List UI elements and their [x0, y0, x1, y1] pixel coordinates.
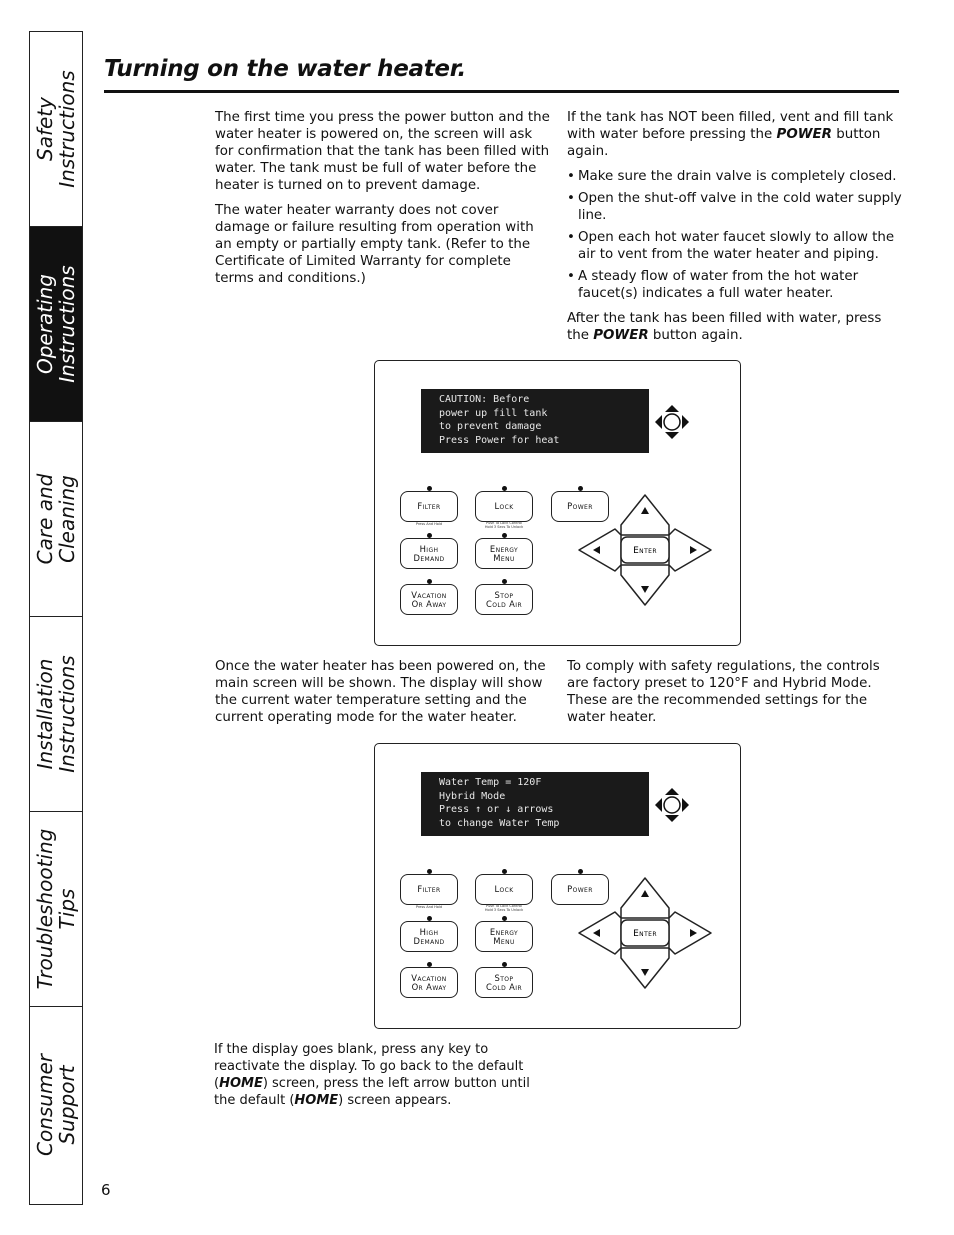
lcd-display	[421, 772, 649, 836]
text-run: After the tank has been filled with water, press the	[567, 311, 882, 343]
control-panel-caution	[374, 360, 741, 646]
key-label: Power	[567, 501, 593, 511]
enter-label: Enter	[633, 929, 657, 939]
lock-hint-line: Push To Lock Control	[486, 904, 522, 908]
lock-hint-line: Hold 3 Secs To Unlock	[484, 908, 524, 912]
tab-label: Operating Instructions	[33, 265, 79, 383]
key-label	[490, 545, 518, 563]
vacation-button[interactable]	[400, 967, 458, 998]
lcd-line: Press Power for heat	[439, 434, 560, 446]
tab-installation-instructions[interactable]	[30, 617, 82, 812]
down-arrow-button	[621, 948, 669, 988]
key-label	[413, 928, 444, 946]
key-label: Filter	[417, 501, 441, 511]
key-label	[411, 974, 446, 992]
four-way-arrow-icon	[653, 786, 691, 824]
key-label-line: Demand	[413, 935, 445, 946]
tab-safety-instructions[interactable]	[30, 32, 82, 227]
key-label-line: High	[419, 926, 439, 937]
lock-hint	[474, 521, 534, 529]
lcd-line: CAUTION: Before	[439, 394, 530, 405]
text-run: ) screen appears.	[338, 1093, 452, 1108]
lock-button[interactable]	[475, 491, 533, 522]
key-label-line: Cold Air	[485, 981, 523, 992]
lcd-line: Water Temp = 120F	[439, 777, 542, 788]
tab-operating-instructions[interactable]	[30, 227, 82, 422]
text-run: button again.	[567, 127, 881, 159]
key-label-line: High	[419, 543, 439, 554]
tab-troubleshooting-tips[interactable]	[30, 812, 82, 1007]
not-filled-paragraph	[567, 109, 902, 160]
list-item: • A steady flow of water from the hot water faucet(s) indicates a full water heater.	[567, 268, 902, 302]
up-arrow-button	[621, 495, 669, 535]
energy-menu-button[interactable]	[475, 538, 533, 569]
intro-right-column	[567, 109, 902, 352]
arrow-keypad	[575, 874, 715, 992]
tab-label: Safety Instructions	[33, 70, 79, 188]
key-label-line: Cold Air	[485, 598, 523, 609]
tab-consumer-support[interactable]	[30, 1007, 82, 1203]
fill-steps-list	[567, 168, 902, 302]
stop-cold-air-button[interactable]	[475, 584, 533, 615]
filter-hint: Press And Hold	[415, 905, 443, 909]
lcd-line: to prevent damage	[439, 421, 542, 432]
control-panel-home	[374, 743, 741, 1029]
lcd-line: to change Water Temp	[439, 817, 560, 829]
tab-care-and-cleaning[interactable]	[30, 422, 82, 617]
text-run: ) screen, press the left arrow button until the default (	[214, 1076, 530, 1108]
key-label-line: Stop	[494, 589, 514, 600]
page-number: 6	[101, 1181, 111, 1199]
filter-button[interactable]	[400, 874, 458, 905]
lock-hint-line: Push To Lock Control	[486, 521, 522, 525]
after-filled-paragraph	[567, 310, 902, 344]
down-arrow-button	[621, 565, 669, 605]
up-arrow-button	[621, 878, 669, 918]
list-item: • Open each hot water faucet slowly to allow the air to vent from the water heater and piping.	[567, 229, 902, 263]
power-keyword: POWER	[593, 328, 649, 343]
lcd-display	[421, 389, 649, 453]
lock-hint	[474, 904, 534, 912]
key-label: Lock	[494, 501, 514, 511]
lock-button[interactable]	[475, 874, 533, 905]
key-label	[413, 545, 444, 563]
filter-button[interactable]	[400, 491, 458, 522]
stop-cold-air-button[interactable]	[475, 967, 533, 998]
tab-label: Consumer Support	[33, 1054, 79, 1156]
list-item: • Make sure the drain valve is completely closed.	[567, 168, 902, 185]
intro-left-column	[215, 109, 551, 295]
enter-label: Enter	[633, 546, 657, 556]
key-label-line: Menu	[493, 552, 515, 563]
tab-label: Troubleshooting Tips	[33, 828, 79, 990]
key-label-line: Demand	[413, 552, 445, 563]
page-title: Turning on the water heater.	[104, 56, 466, 82]
key-label-line: Energy	[489, 543, 519, 554]
home-keyword: HOME	[294, 1093, 339, 1108]
factory-preset-paragraph: To comply with safety regulations, the controls are factory preset to 120°F and Hybrid Mode. These are the recommended settings for the water heater.	[567, 659, 880, 725]
four-way-arrow-icon	[653, 403, 691, 441]
key-label	[486, 591, 522, 609]
list-item: • Open the shut-off valve in the cold water supply line.	[567, 190, 902, 224]
lock-hint-line: Hold 3 Secs To Unlock	[484, 525, 524, 529]
text-run: If the display goes blank, press any key to reactivate the display. To go back to the default (	[214, 1042, 524, 1091]
key-label: Filter	[417, 884, 441, 894]
powered-on-paragraph: Once the water heater has been powered on, the main screen will be shown. The display will show the current water temperature setting and the current operating mode for the water heater.	[215, 659, 546, 725]
lcd-line: power up fill tank	[439, 407, 548, 419]
lcd-line: Hybrid Mode	[439, 790, 506, 802]
key-label	[486, 974, 522, 992]
title-rule	[104, 90, 899, 93]
key-label	[490, 928, 518, 946]
warranty-paragraph: The water heater warranty does not cover damage or failure resulting from operation with an empty or partially empty tank. (Refer to the Certificate of Limited Warranty for complete terms and conditions.)	[215, 203, 534, 286]
blank-display-paragraph	[214, 1041, 544, 1109]
key-label-line: Vacation	[411, 589, 447, 600]
text-run: button again.	[648, 328, 743, 343]
arrow-keypad	[575, 491, 715, 609]
key-label: Lock	[494, 884, 514, 894]
key-label-line: Or Away	[411, 598, 447, 609]
lcd-line: Press ↑ or ↓ arrows	[439, 804, 554, 815]
power-keyword: POWER	[776, 127, 832, 142]
home-keyword: HOME	[219, 1076, 263, 1091]
tab-label: Installation Instructions	[33, 655, 79, 773]
section-tabs	[29, 31, 83, 1205]
key-label-line: Energy	[489, 926, 519, 937]
key-label-line: Stop	[494, 972, 514, 983]
intro-paragraph: The first time you press the power button and the water heater is powered on, the screen will ask for confirmation that the tank has been filled with water. The tank must be full of water before the heater is turned on to prevent damage.	[215, 110, 550, 193]
key-label: Power	[567, 884, 593, 894]
key-label-line: Menu	[493, 935, 515, 946]
key-label-line: Vacation	[411, 972, 447, 983]
key-label-line: Or Away	[411, 981, 447, 992]
high-demand-button[interactable]	[400, 921, 458, 952]
text-run: If the tank has NOT been filled, vent and fill tank with water before pressing the	[567, 110, 894, 142]
high-demand-button[interactable]	[400, 538, 458, 569]
filter-hint: Press And Hold	[415, 522, 443, 526]
tab-label: Care and Cleaning	[33, 473, 79, 565]
energy-menu-button[interactable]	[475, 921, 533, 952]
vacation-button[interactable]	[400, 584, 458, 615]
key-label	[411, 591, 446, 609]
